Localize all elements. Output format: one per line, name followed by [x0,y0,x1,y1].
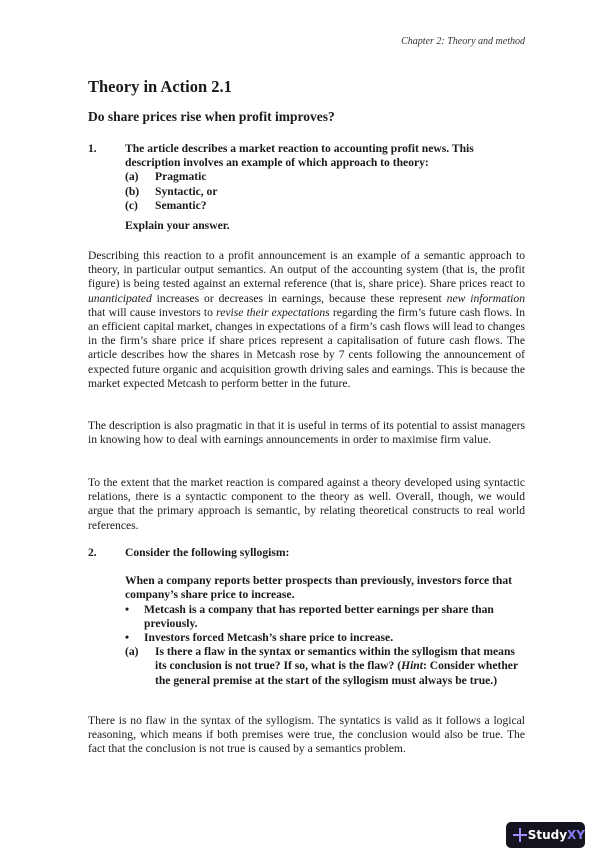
studyxy-watermark [506,822,585,848]
question-number: 1. [88,142,97,155]
option-c [125,199,525,213]
emphasis: unanticipated [88,291,152,305]
question-instruction: Explain your answer. [125,219,230,233]
text-run: that will cause investors to [88,305,217,319]
answer-2-paragraph: There is no flaw in the syntax of the syllogism. The syntatics is valid as it follows a logical reasoning, which means if both premises were true, the conclusion would also be true. The fact that the conclusion is not true is caused by a semantics problem. [88,714,525,756]
bullet-text: Investors forced Metcash’s share price to increase. [144,631,394,645]
text-run: Describing this reaction to a profit announcement is an example of a semantic approach to theory, in particular output semantics. An output of the accounting system (that is, the profit figure) is being tested against an external reference (that is, share price). Share prices react to [88,249,525,291]
question-prompt: Consider the following syllogism: [125,546,290,559]
hint-label: Hint [401,659,423,673]
brand-name [528,828,585,842]
answer-1-paragraph-1 [88,249,525,391]
running-header: Chapter 2: Theory and method [401,36,525,47]
section-subtitle: Do share prices rise when profit improves? [88,109,335,124]
option-text: Pragmatic [155,170,207,184]
option-label: (a) [125,645,139,659]
option-label: (b) [125,184,140,198]
syllogism-premise: When a company reports better prospects than previously, investors force that company’s share price to increase. [125,574,512,602]
text-run: regarding the firm’s future cash flows. In an efficient capital market, changes in expectations of a firm’s cash flows will lead to changes in the firm’s share price if share prices represent a capitalisation of future cash flows. The article describes how the shares in Metcash rose by 7 cents following the announcement of expected future organic and acquisition growth driving sales and earnings. This is because the market expected Metcash to perform better in the future. [88,305,525,390]
bullet-icon: • [125,631,130,645]
option-a [125,170,525,184]
emphasis: new information [446,291,525,305]
option-label: (a) [125,170,139,184]
plus-icon [513,828,522,842]
option-label: (c) [125,198,138,212]
brand-prefix: Study [527,828,568,842]
question-number: 2. [88,546,97,559]
emphasis: revise their expectations [216,305,330,319]
text-run: increases or decreases in earnings, because these represent [151,291,447,305]
sub-question-text [155,645,525,688]
question-1 [88,142,525,233]
syllogism-bullet-2 [125,631,525,645]
syllogism-bullet-1 [125,603,525,631]
sub-question-a [125,645,525,688]
text-run: Is there a flaw in the syntax or semantics within the syllogism that means its conclusion is not true? If so, what is the flaw? ( [155,645,515,673]
option-text: Semantic? [155,198,207,212]
question-prompt: The article describes a market reaction to accounting profit news. This description involves an example of which approach to theory: [125,142,474,170]
bullet-text: Metcash is a company that has reported better earnings per share than previously. [144,602,494,630]
text-run: : Consider whether the general premise at the start of the syllogism must always be true.) [155,659,518,687]
option-b [125,185,525,199]
section-title: Theory in Action 2.1 [88,77,232,96]
option-text: Syntactic, or [155,184,218,198]
answer-1-paragraph-3: To the extent that the market reaction is compared against a theory developed using syntactic relations, there is a syntactic component to the theory as well. Overall, though, we would argue that the primary approach is semantic, by relating theoretical constructs to real world references. [88,476,525,532]
answer-1-paragraph-2: The description is also pragmatic in that it is useful in terms of its potential to assist managers in knowing how to deal with earnings announcements in order to maximise firm value. [88,419,525,447]
bullet-icon: • [125,602,130,616]
brand-suffix: XY [567,828,585,842]
question-2 [88,546,525,688]
